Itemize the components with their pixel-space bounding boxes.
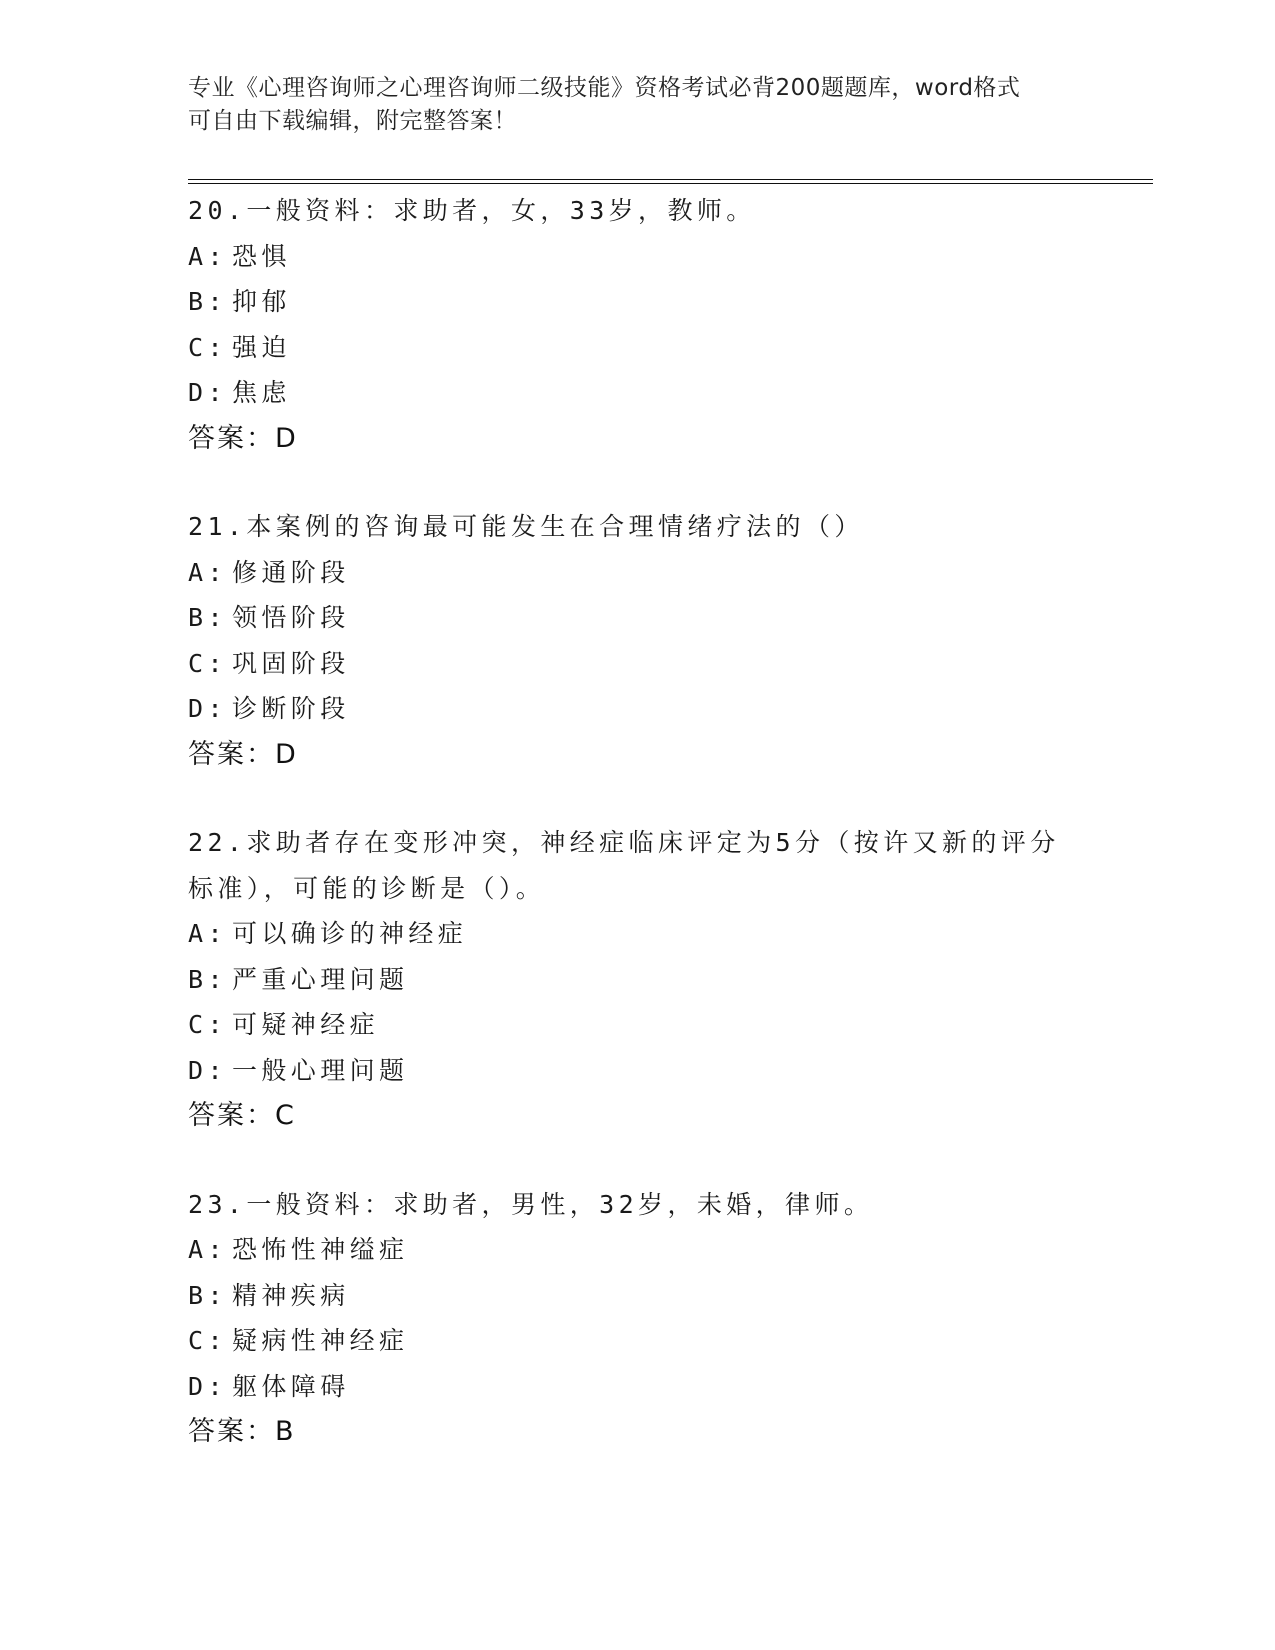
option-key: A:: [188, 557, 227, 587]
option-key: B:: [188, 603, 227, 632]
question-stem: 22.求助者存在变形冲突，神经症临床评定为5分（按许又新的评分标准），可能的诊断是（）。: [188, 828, 1060, 903]
option-b: [188, 1273, 1088, 1319]
option-key: B:: [188, 964, 227, 994]
option-text: 恐惧: [232, 241, 291, 271]
option-a: [188, 911, 1088, 957]
header-title-line-2: 可自由下载编辑，附完整答案！: [188, 108, 517, 134]
option-c: [188, 641, 1088, 687]
option-text: 疑病性神经症: [232, 1326, 409, 1355]
option-key: D:: [188, 694, 227, 723]
question-23: [188, 1182, 1088, 1455]
option-text: 强迫: [232, 332, 291, 362]
option-text: 精神疾病: [232, 1280, 350, 1310]
option-a: [188, 234, 1088, 280]
option-text: 诊断阶段: [232, 694, 350, 723]
option-key: C:: [188, 1010, 227, 1039]
option-key: A:: [188, 919, 227, 948]
option-c: [188, 1002, 1088, 1048]
question-list: [188, 188, 1088, 1498]
option-text: 恐怖性神缢症: [232, 1235, 409, 1264]
option-key: C:: [188, 332, 227, 362]
option-text: 抑郁: [232, 287, 291, 316]
option-key: C:: [188, 648, 227, 678]
option-key: B:: [188, 287, 227, 316]
option-text: 一般心理问题: [232, 1055, 409, 1085]
option-key: D:: [188, 1055, 227, 1085]
option-key: C:: [188, 1326, 227, 1355]
option-text: 可疑神经症: [232, 1010, 380, 1039]
document-header: [188, 72, 1088, 138]
option-a: [188, 550, 1088, 596]
answer-line: 答案：D: [188, 738, 298, 770]
option-b: [188, 957, 1088, 1003]
option-text: 领悟阶段: [232, 603, 350, 632]
option-b: [188, 595, 1088, 641]
option-text: 巩固阶段: [232, 648, 350, 678]
option-b: [188, 279, 1088, 325]
answer-line: 答案：B: [188, 1416, 296, 1447]
option-d: [188, 1048, 1088, 1094]
question-stem: 21.本案例的咨询最可能发生在合理情绪疗法的（）: [188, 512, 864, 541]
option-c: [188, 1318, 1088, 1364]
question-stem: 23.一般资料：求助者，男性，32岁，未婚，律师。: [188, 1189, 874, 1219]
option-key: D:: [188, 378, 227, 407]
header-title-line-1: 专业《心理咨询师之心理咨询师二级技能》资格考试必背200题题库，word格式: [188, 75, 1021, 101]
question-stem: 20.一般资料：求助者，女，33岁，教师。: [188, 196, 756, 225]
option-key: B:: [188, 1280, 227, 1310]
question-22: [188, 820, 1088, 1139]
option-d: [188, 370, 1088, 416]
question-21: [188, 504, 1088, 777]
option-key: A:: [188, 1235, 227, 1264]
option-text: 可以确诊的神经症: [232, 919, 468, 948]
option-text: 焦虑: [232, 378, 291, 407]
option-d: [188, 686, 1088, 732]
option-text: 躯体障碍: [232, 1371, 350, 1401]
option-text: 严重心理问题: [232, 964, 409, 994]
option-d: [188, 1364, 1088, 1410]
option-c: [188, 325, 1088, 371]
option-key: D:: [188, 1371, 227, 1401]
header-double-rule: [188, 179, 1153, 184]
answer-line: 答案：C: [188, 1100, 296, 1131]
option-a: [188, 1227, 1088, 1273]
question-20: [188, 188, 1088, 461]
option-key: A:: [188, 241, 227, 271]
answer-line: 答案：D: [188, 422, 298, 454]
option-text: 修通阶段: [232, 557, 350, 587]
